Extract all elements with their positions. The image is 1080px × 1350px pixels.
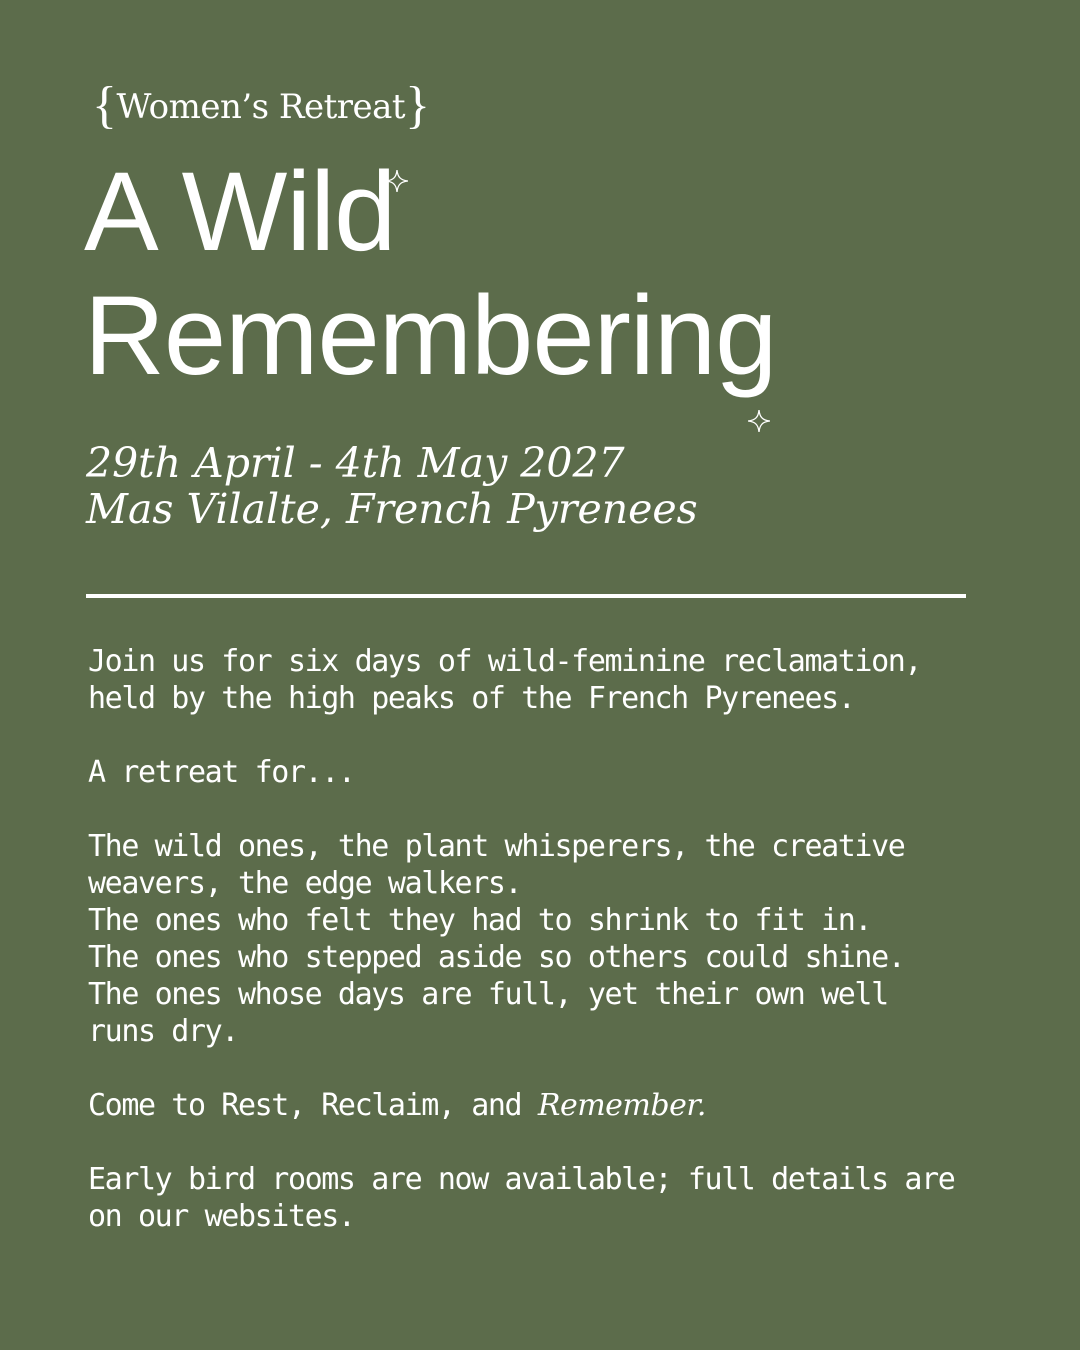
- audience-line: weavers, the edge walkers.: [88, 866, 522, 901]
- audience-line: The ones who felt they had to shrink to fit in.: [88, 903, 872, 938]
- call-to-action-paragraph: [88, 1161, 988, 1235]
- intro-line: held by the high peaks of the French Pyrenees.: [88, 681, 855, 716]
- sparkle-icon: [748, 410, 770, 432]
- divider: [86, 594, 966, 598]
- close-brace: }: [405, 77, 430, 134]
- retreat-type-label: [92, 78, 430, 135]
- title-line-2: [84, 274, 776, 398]
- audience-line: The wild ones, the plant whisperers, the creative: [88, 829, 905, 864]
- title-line-1-text: A Wild: [84, 149, 396, 274]
- sparkle-icon: [386, 170, 408, 192]
- cta-line: Early bird rooms are now available; full details are: [88, 1162, 955, 1197]
- description: [88, 643, 988, 1235]
- event-location: Mas Vilalte, French Pyrenees: [86, 485, 698, 533]
- invitation-text: Come to Rest, Reclaim, and: [88, 1088, 538, 1123]
- intro-line: Join us for six days of wild-feminine reclamation,: [88, 644, 922, 679]
- cta-line: on our websites.: [88, 1199, 355, 1234]
- event-details: [86, 440, 698, 532]
- event-dates: 29th April - 4th May 2027: [86, 439, 625, 487]
- intro-paragraph: [88, 643, 988, 717]
- audience-line: The ones who stepped aside so others could shine.: [88, 940, 905, 975]
- open-brace: {: [92, 77, 117, 134]
- audience-line: The ones whose days are full, yet their own well: [88, 977, 888, 1012]
- title-line-1: [84, 150, 776, 274]
- audience-line: runs dry.: [88, 1014, 238, 1049]
- invitation-paragraph: [88, 1087, 988, 1124]
- audience-paragraph: [88, 828, 988, 1050]
- retreat-for-paragraph: [88, 754, 988, 791]
- retreat-for-line: A retreat for...: [88, 755, 355, 790]
- retreat-type-text: Women’s Retreat: [116, 87, 406, 127]
- title-line-2-text: Remembering: [84, 273, 777, 398]
- invitation-emphasis: Remember.: [537, 1088, 706, 1123]
- page-title: [84, 150, 776, 398]
